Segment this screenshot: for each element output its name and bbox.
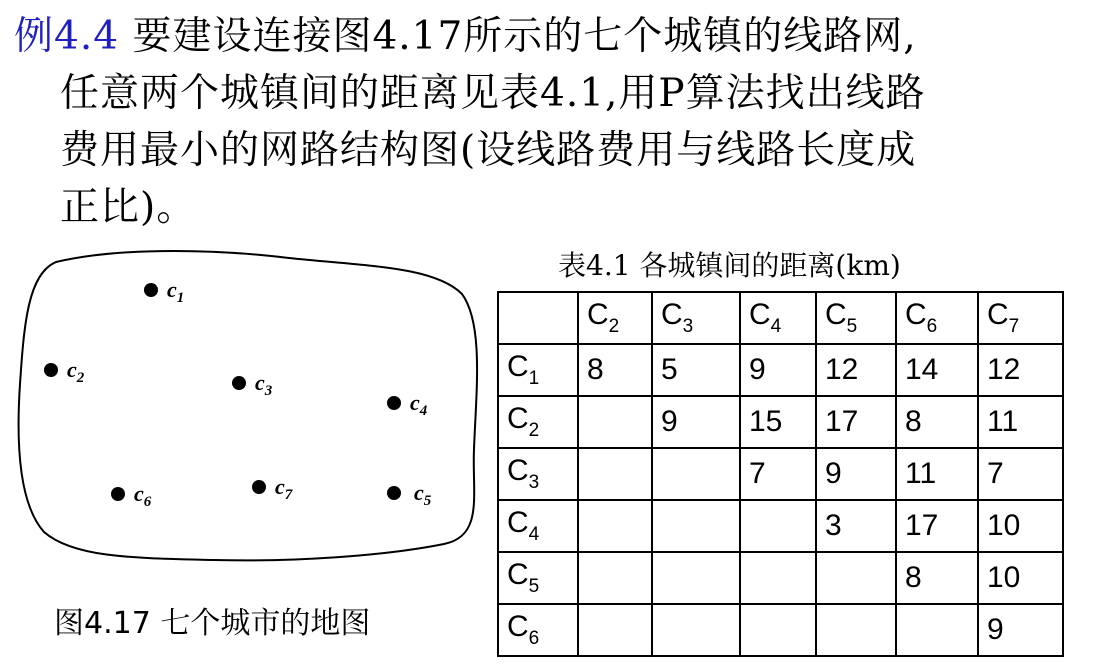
svg-text:c2 — [67, 357, 85, 386]
distance-cell: 17 — [896, 500, 978, 552]
problem-statement — [14, 8, 1094, 236]
row-header: $C_2$ — [498, 396, 578, 448]
city-dot — [387, 396, 401, 410]
distance-cell — [578, 448, 652, 500]
row-header: $C_5$ — [498, 552, 578, 604]
city-subscript: 3 — [264, 383, 273, 399]
city-subscript: 5 — [423, 493, 432, 509]
city-map — [14, 244, 484, 574]
distance-cell: 9 — [978, 604, 1063, 656]
problem-line-2: 任意两个城镇间的距离见表4.1,用P算法找出线路 — [60, 71, 926, 116]
row-header: $C_6$ — [498, 604, 578, 656]
city-subscript: 6 — [143, 494, 152, 510]
distance-cell: 7 — [740, 448, 816, 500]
column-header: $C_7$ — [978, 292, 1063, 344]
map-boundary — [19, 251, 478, 560]
city-dot — [111, 487, 125, 501]
distance-cell — [578, 552, 652, 604]
distance-cell: 8 — [896, 552, 978, 604]
column-header: $C_4$ — [740, 292, 816, 344]
table-row — [498, 396, 1063, 448]
distance-cell: 14 — [896, 344, 978, 396]
distance-cell — [740, 604, 816, 656]
row-header: $C_3$ — [498, 448, 578, 500]
row-header: $C_1$ — [498, 344, 578, 396]
distance-cell: 5 — [652, 344, 740, 396]
distance-cell — [740, 552, 816, 604]
distance-table — [497, 291, 1064, 657]
distance-cell: 11 — [978, 396, 1063, 448]
corner-cell — [498, 292, 578, 344]
city-letter: c — [167, 277, 177, 302]
map-caption: 图4.17 七个城市的地图 — [54, 606, 371, 641]
distance-cell — [578, 396, 652, 448]
distance-cell: 8 — [578, 344, 652, 396]
distance-cell — [652, 448, 740, 500]
problem-line-3: 费用最小的网路结构图(设线路费用与线路长度成 — [60, 128, 917, 173]
city-dot — [232, 376, 246, 390]
table-row — [498, 500, 1063, 552]
svg-text:c7 — [275, 474, 293, 503]
city-letter: c — [275, 474, 285, 499]
city-letter: c — [414, 480, 424, 505]
city-c3 — [232, 370, 273, 399]
table-header-row — [498, 292, 1063, 344]
city-letter: c — [134, 481, 144, 506]
city-c6 — [111, 481, 152, 510]
table-row — [498, 344, 1063, 396]
distance-cell: 7 — [978, 448, 1063, 500]
distance-cell: 10 — [978, 552, 1063, 604]
city-letter: c — [67, 357, 77, 382]
column-header: $C_3$ — [652, 292, 740, 344]
city-subscript: 2 — [76, 370, 85, 386]
problem-line-1: 例4.4 要建设连接图4.17所示的七个城镇的线路网, — [14, 14, 917, 59]
distance-cell: 9 — [652, 396, 740, 448]
city-dot — [252, 480, 266, 494]
distance-cell: 9 — [816, 448, 896, 500]
column-header: $C_5$ — [816, 292, 896, 344]
column-header: $C_6$ — [896, 292, 978, 344]
distance-cell — [652, 552, 740, 604]
city-letter: c — [410, 390, 420, 415]
distance-cell: 10 — [978, 500, 1063, 552]
city-subscript: 1 — [176, 290, 185, 306]
distance-cell — [652, 604, 740, 656]
row-header: $C_4$ — [498, 500, 578, 552]
distance-cell: 8 — [896, 396, 978, 448]
column-header: $C_2$ — [578, 292, 652, 344]
table-row — [498, 604, 1063, 656]
city-subscript: 7 — [284, 487, 293, 503]
table-row — [498, 552, 1063, 604]
city-c7 — [252, 474, 293, 503]
distance-cell: 12 — [816, 344, 896, 396]
svg-text:c4 — [410, 390, 428, 419]
distance-cell: 17 — [816, 396, 896, 448]
distance-cell: 9 — [740, 344, 816, 396]
table-caption: 表4.1 各城镇间的距离(km) — [558, 249, 901, 282]
distance-cell — [652, 500, 740, 552]
city-dot — [387, 486, 401, 500]
distance-cell — [740, 500, 816, 552]
distance-cell: 12 — [978, 344, 1063, 396]
svg-text:c3 — [255, 370, 273, 399]
distance-cell: 3 — [816, 500, 896, 552]
city-c2 — [44, 357, 85, 386]
svg-text:c1 — [167, 277, 184, 306]
svg-text:c6 — [134, 481, 152, 510]
svg-text:c5 — [414, 480, 432, 509]
table-row — [498, 448, 1063, 500]
city-letter: c — [255, 370, 265, 395]
city-dot — [44, 363, 58, 377]
city-subscript: 4 — [419, 403, 428, 419]
distance-cell — [896, 604, 978, 656]
example-label: 例4.4 — [14, 14, 120, 59]
distance-cell — [816, 604, 896, 656]
distance-cell: 15 — [740, 396, 816, 448]
city-c1 — [144, 277, 184, 306]
city-c4 — [387, 390, 428, 419]
distance-cell — [578, 604, 652, 656]
distance-cell — [578, 500, 652, 552]
distance-cell — [816, 552, 896, 604]
city-c5 — [387, 480, 432, 509]
problem-line-4: 正比)。 — [60, 185, 197, 230]
city-dot — [144, 283, 158, 297]
distance-cell: 11 — [896, 448, 978, 500]
